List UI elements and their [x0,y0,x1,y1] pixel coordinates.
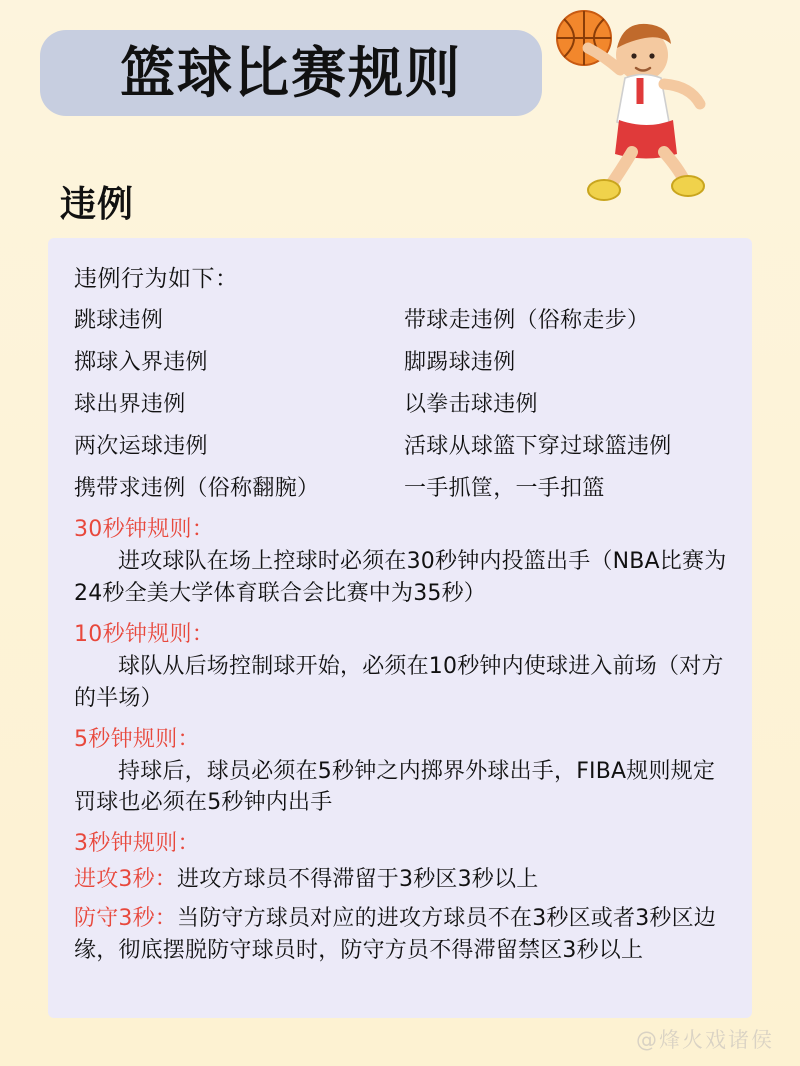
rule-body: 持球后，球员必须在5秒钟之内掷界外球出手，FIBA规则规定罚球也必须在5秒钟内出手 [74,758,716,816]
basketball-player-illustration [524,0,774,210]
section-heading: 违例 [60,184,135,225]
violations-list [74,303,730,502]
rule-body: 球队从后场控制球开始，必须在10秒钟内使球进入前场（对方的半场） [74,653,724,711]
rule-title: 5秒钟规则： [74,726,200,752]
rule-10-seconds [74,617,730,715]
list-item: 球出界违例 [74,392,186,417]
rule-3-seconds [74,826,730,857]
list-item: 活球从球篮下穿过球篮违例 [404,434,672,459]
title-pill [40,30,542,116]
page-title: 篮球比赛规则 [119,40,462,105]
watermark: @烽火戏诸侯 [636,1028,774,1052]
sub-rule-label: 进攻3秒： [74,867,177,893]
title-banner [40,30,542,116]
list-item: 脚踢球违例 [404,350,516,375]
sub-rule-defense-3s [74,903,730,967]
list-item: 跳球违例 [74,308,164,333]
sub-rule-offense-3s [74,864,730,896]
list-item: 携带求违例（俗称翻腕） [74,476,320,501]
rule-body: 进攻球队在场上控球时必须在30秒钟内投篮出手（NBA比赛为24秒全美大学体育联合会比赛中为35秒） [74,549,727,606]
list-item: 带球走违例（俗称走步） [404,308,650,333]
content-card [48,238,752,1018]
list-item: 以拳击球违例 [404,392,538,417]
rule-title: 3秒钟规则： [74,831,200,857]
rule-title: 30秒钟规则： [74,517,215,542]
sub-rule-text: 进攻方球员不得滞留于3秒区3秒以上 [177,867,539,893]
rule-30-seconds [74,512,730,610]
list-item: 掷球入界违例 [74,350,208,375]
sub-rule-text: 当防守方球员对应的进攻方球员不在3秒区或者3秒区边缘，彻底摆脱防守球员时，防守方员不得滞留禁区3秒以上 [74,906,716,964]
list-item: 一手抓筐，一手扣篮 [404,476,605,501]
list-item: 两次运球违例 [74,434,208,459]
rule-title: 10秒钟规则： [74,621,215,647]
sub-rule-label: 防守3秒： [74,906,177,932]
violations-lead: 违例行为如下： [74,266,239,292]
rule-5-seconds [74,722,730,820]
